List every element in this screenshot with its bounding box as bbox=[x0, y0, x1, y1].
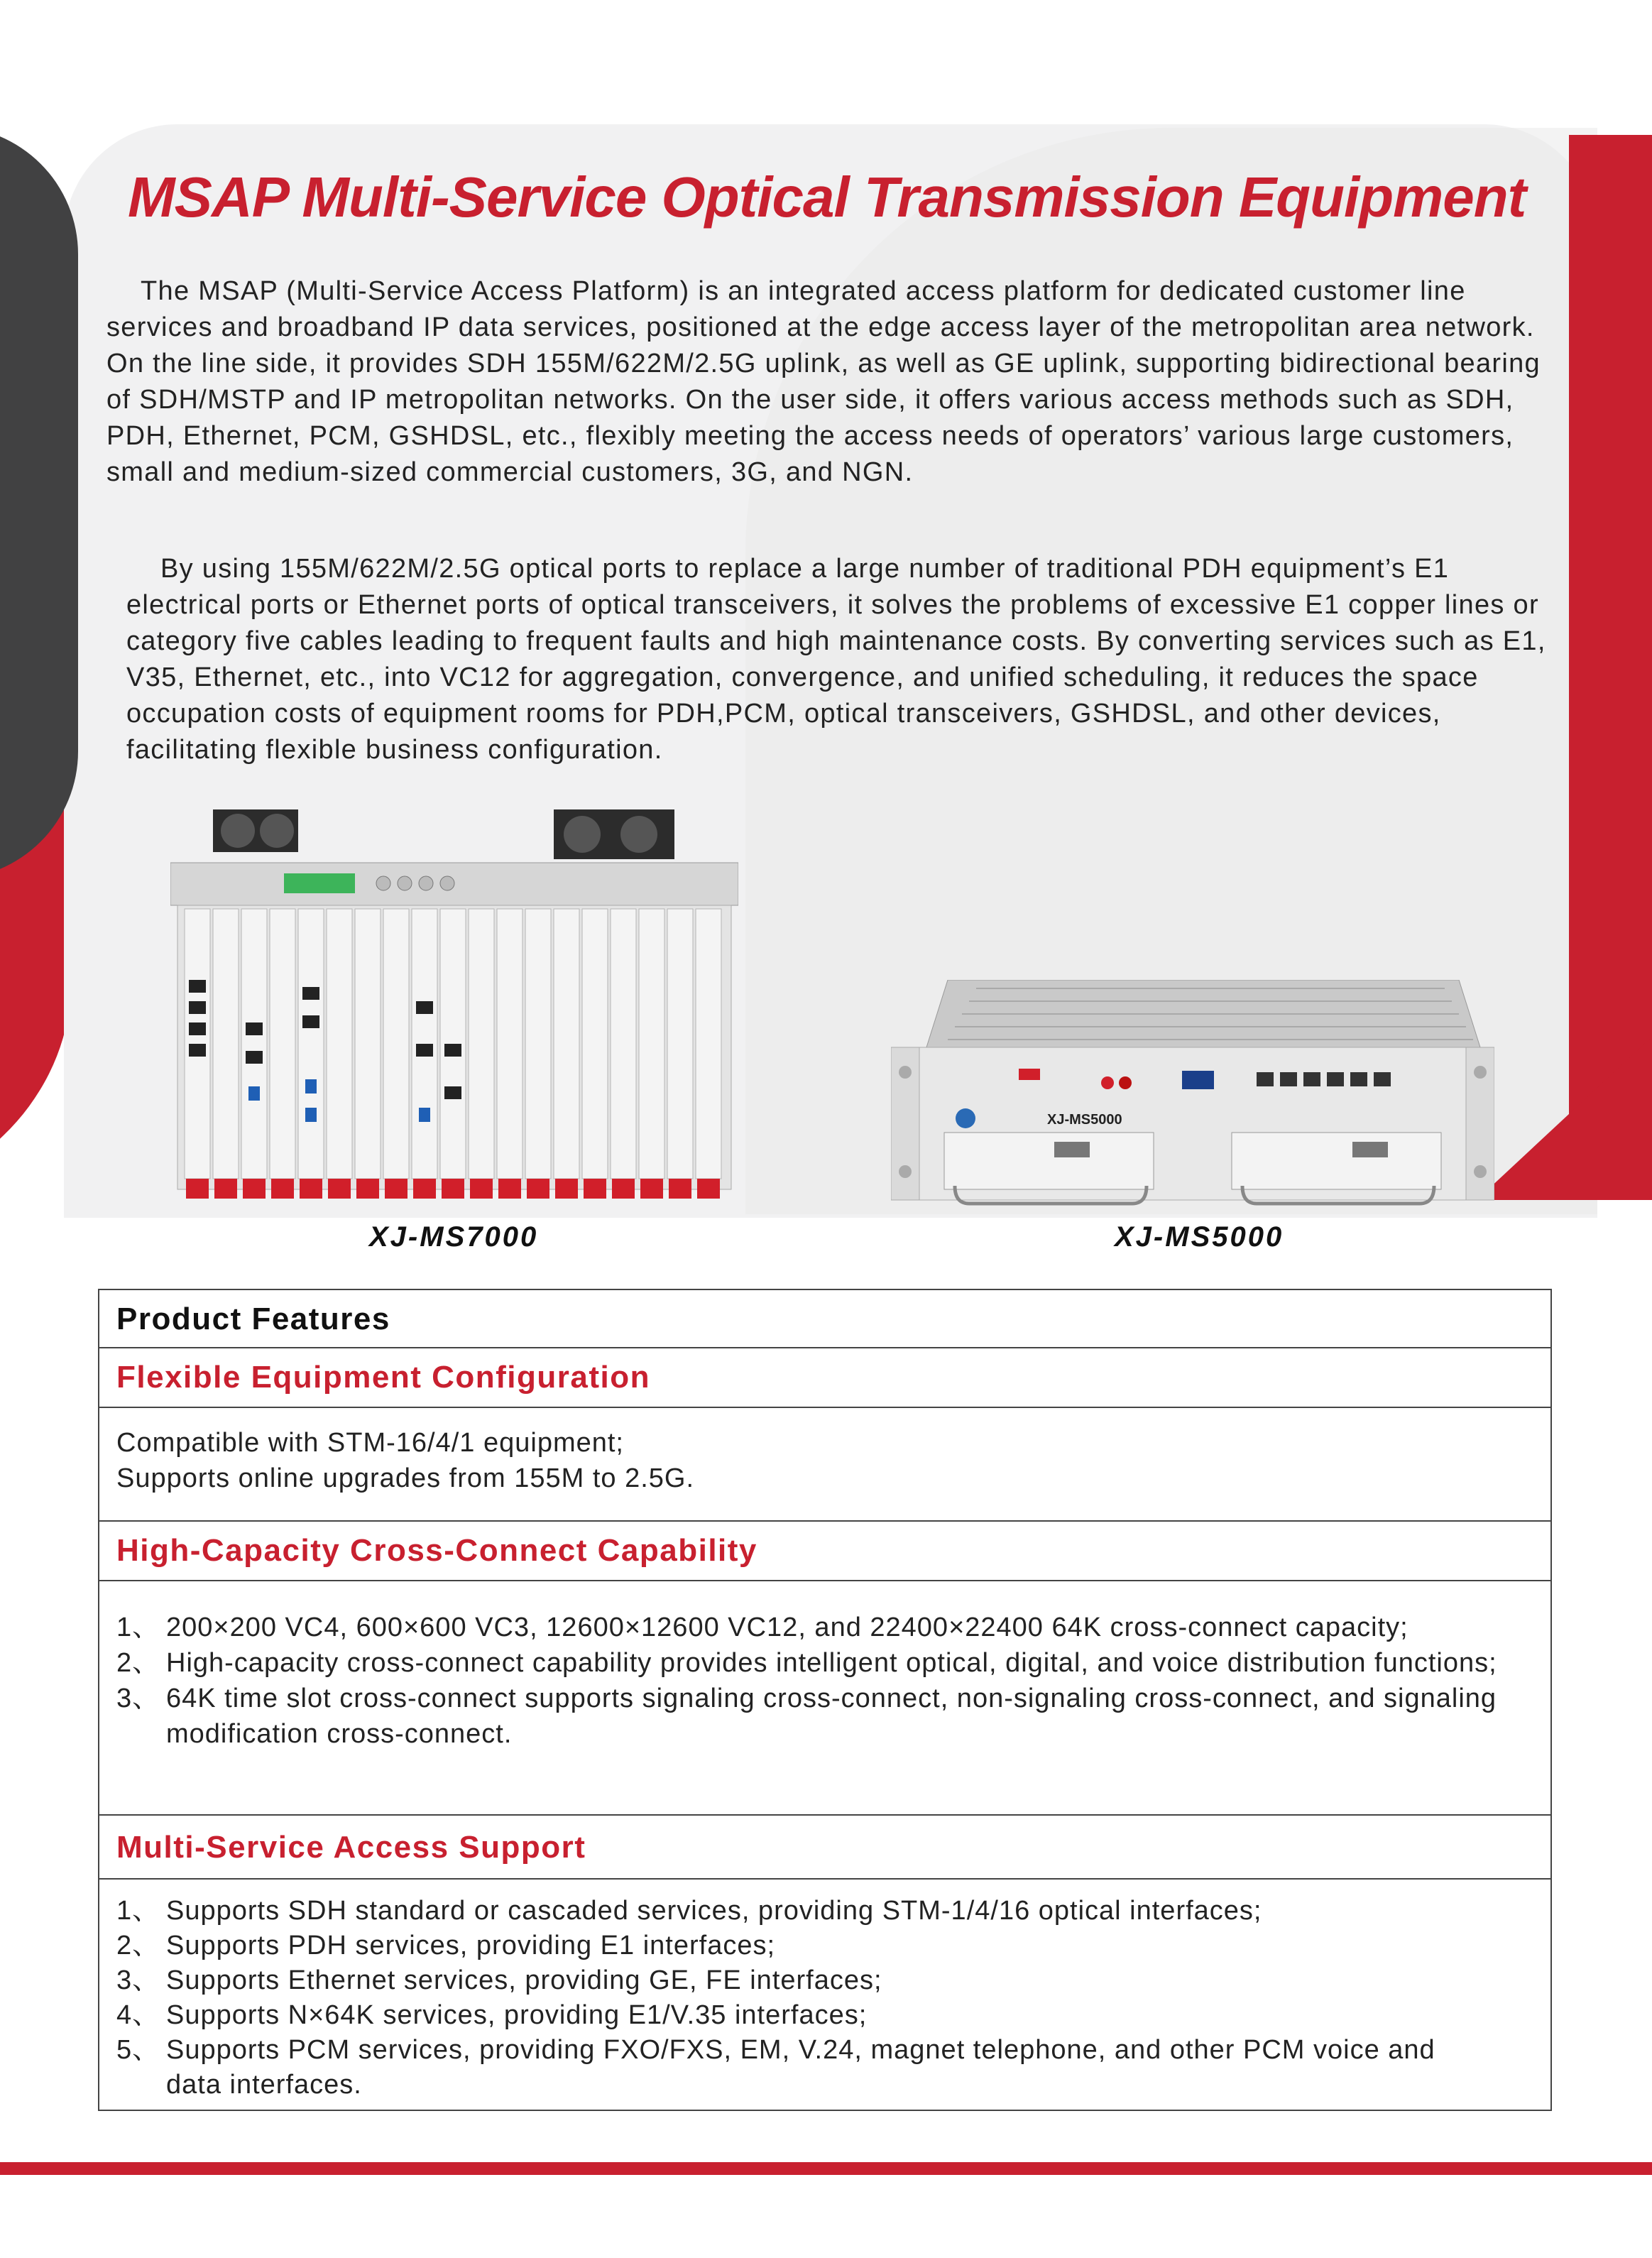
bottom-accent-bar bbox=[0, 2162, 1652, 2175]
section-title-row bbox=[99, 1816, 1550, 1880]
list-item: 2、 High-capacity cross-connect capability provides intelligent optical, digital, and voice distribution functions; bbox=[116, 1648, 1497, 1678]
bg-grey-tab bbox=[0, 126, 78, 879]
ms7000-caption: XJ-MS7000 bbox=[369, 1221, 539, 1253]
bg-red-right-strip bbox=[1569, 135, 1652, 1165]
list-item: 3、 64K time slot cross-connect supports signaling cross-connect, non-signaling cross-connect, and signaling modification cross-connect. bbox=[116, 1684, 1497, 1749]
list-item: 3、 Supports Ethernet services, providing GE, FE interfaces; bbox=[116, 1965, 882, 1995]
section-title-cross-connect: High-Capacity Cross-Connect Capability bbox=[116, 1533, 757, 1568]
multi-service-list bbox=[116, 1894, 1536, 2102]
section-title-multi-service: Multi-Service Access Support bbox=[116, 1830, 586, 1865]
section-body-row bbox=[99, 1880, 1550, 2111]
page-title: MSAP Multi-Service Optical Transmission Equipment bbox=[128, 165, 1526, 229]
intro-paragraph-1: The MSAP (Multi-Service Access Platform) is an integrated access platform for dedicated customer line services and broadband IP data services, positioned at the edge access layer of the metropolitan area network. On the line side, it provides SDH 155M/622M/2.5G uplink, as well as GE uplink, supporting bidirectional bearing of SDH/MSTP and IP metropolitan networks. On the user side, it offers various access methods such as SDH, PDH, Ethernet, PCM, GSHDSL, etc., flexibly meeting the access needs of operators’ various large customers, small and medium-sized commercial customers, 3G, and NGN. bbox=[106, 276, 1541, 487]
ms5000-panel-label: XJ-MS5000 bbox=[1047, 1112, 1122, 1128]
list-item: 2、 Supports PDH services, providing E1 interfaces; bbox=[116, 1931, 776, 1960]
section-title-row bbox=[99, 1522, 1550, 1581]
bg-red-right-triangle bbox=[1477, 1037, 1652, 1200]
list-item: 1、 Supports SDH standard or cascaded services, providing STM-1/4/16 optical interfaces; bbox=[116, 1896, 1262, 1926]
section-title-row bbox=[99, 1348, 1550, 1408]
list-item: 1、 200×200 VC4, 600×600 VC3, 12600×12600 VC12, and 22400×22400 64K cross-connect capacity; bbox=[116, 1613, 1408, 1642]
section-title-flexible-configuration: Flexible Equipment Configuration bbox=[116, 1360, 650, 1395]
section-body-row bbox=[99, 1408, 1550, 1522]
product-features-table bbox=[98, 1289, 1552, 2111]
section-body-row bbox=[99, 1581, 1550, 1816]
flexible-configuration-text: Compatible with STM-16/4/1 equipment; Supports online upgrades from 155M to 2.5G. bbox=[116, 1428, 695, 1493]
ms7000-device-image bbox=[170, 809, 738, 1207]
cross-connect-list bbox=[116, 1610, 1536, 1752]
list-item: 5、 Supports PCM services, providing FXO/FXS, EM, V.24, magnet telephone, and other PCM voice and data interfaces. bbox=[116, 2035, 1435, 2100]
intro-paragraph-2: By using 155M/622M/2.5G optical ports to replace a large number of traditional PDH equipment’s E1 electrical ports or Ethernet ports of optical transceivers, it solves the problems of excessive E1 copper lines or category five cables leading to frequent faults and high maintenance costs. By converting services such as E1, V35, Ethernet, etc., into VC12 for aggregation, convergence, and unified scheduling, it reduces the space occupation costs of equipment rooms for PDH,PCM, optical transceivers, GSHDSL, and other devices, facilitating flexible business configuration. bbox=[126, 554, 1546, 765]
features-heading: Product Features bbox=[116, 1302, 390, 1336]
list-item: 4、 Supports N×64K services, providing E1/V.35 interfaces; bbox=[116, 2000, 868, 2030]
ms5000-caption: XJ-MS5000 bbox=[1115, 1221, 1284, 1253]
ms5000-device-image bbox=[891, 980, 1494, 1214]
features-heading-row bbox=[99, 1290, 1550, 1348]
